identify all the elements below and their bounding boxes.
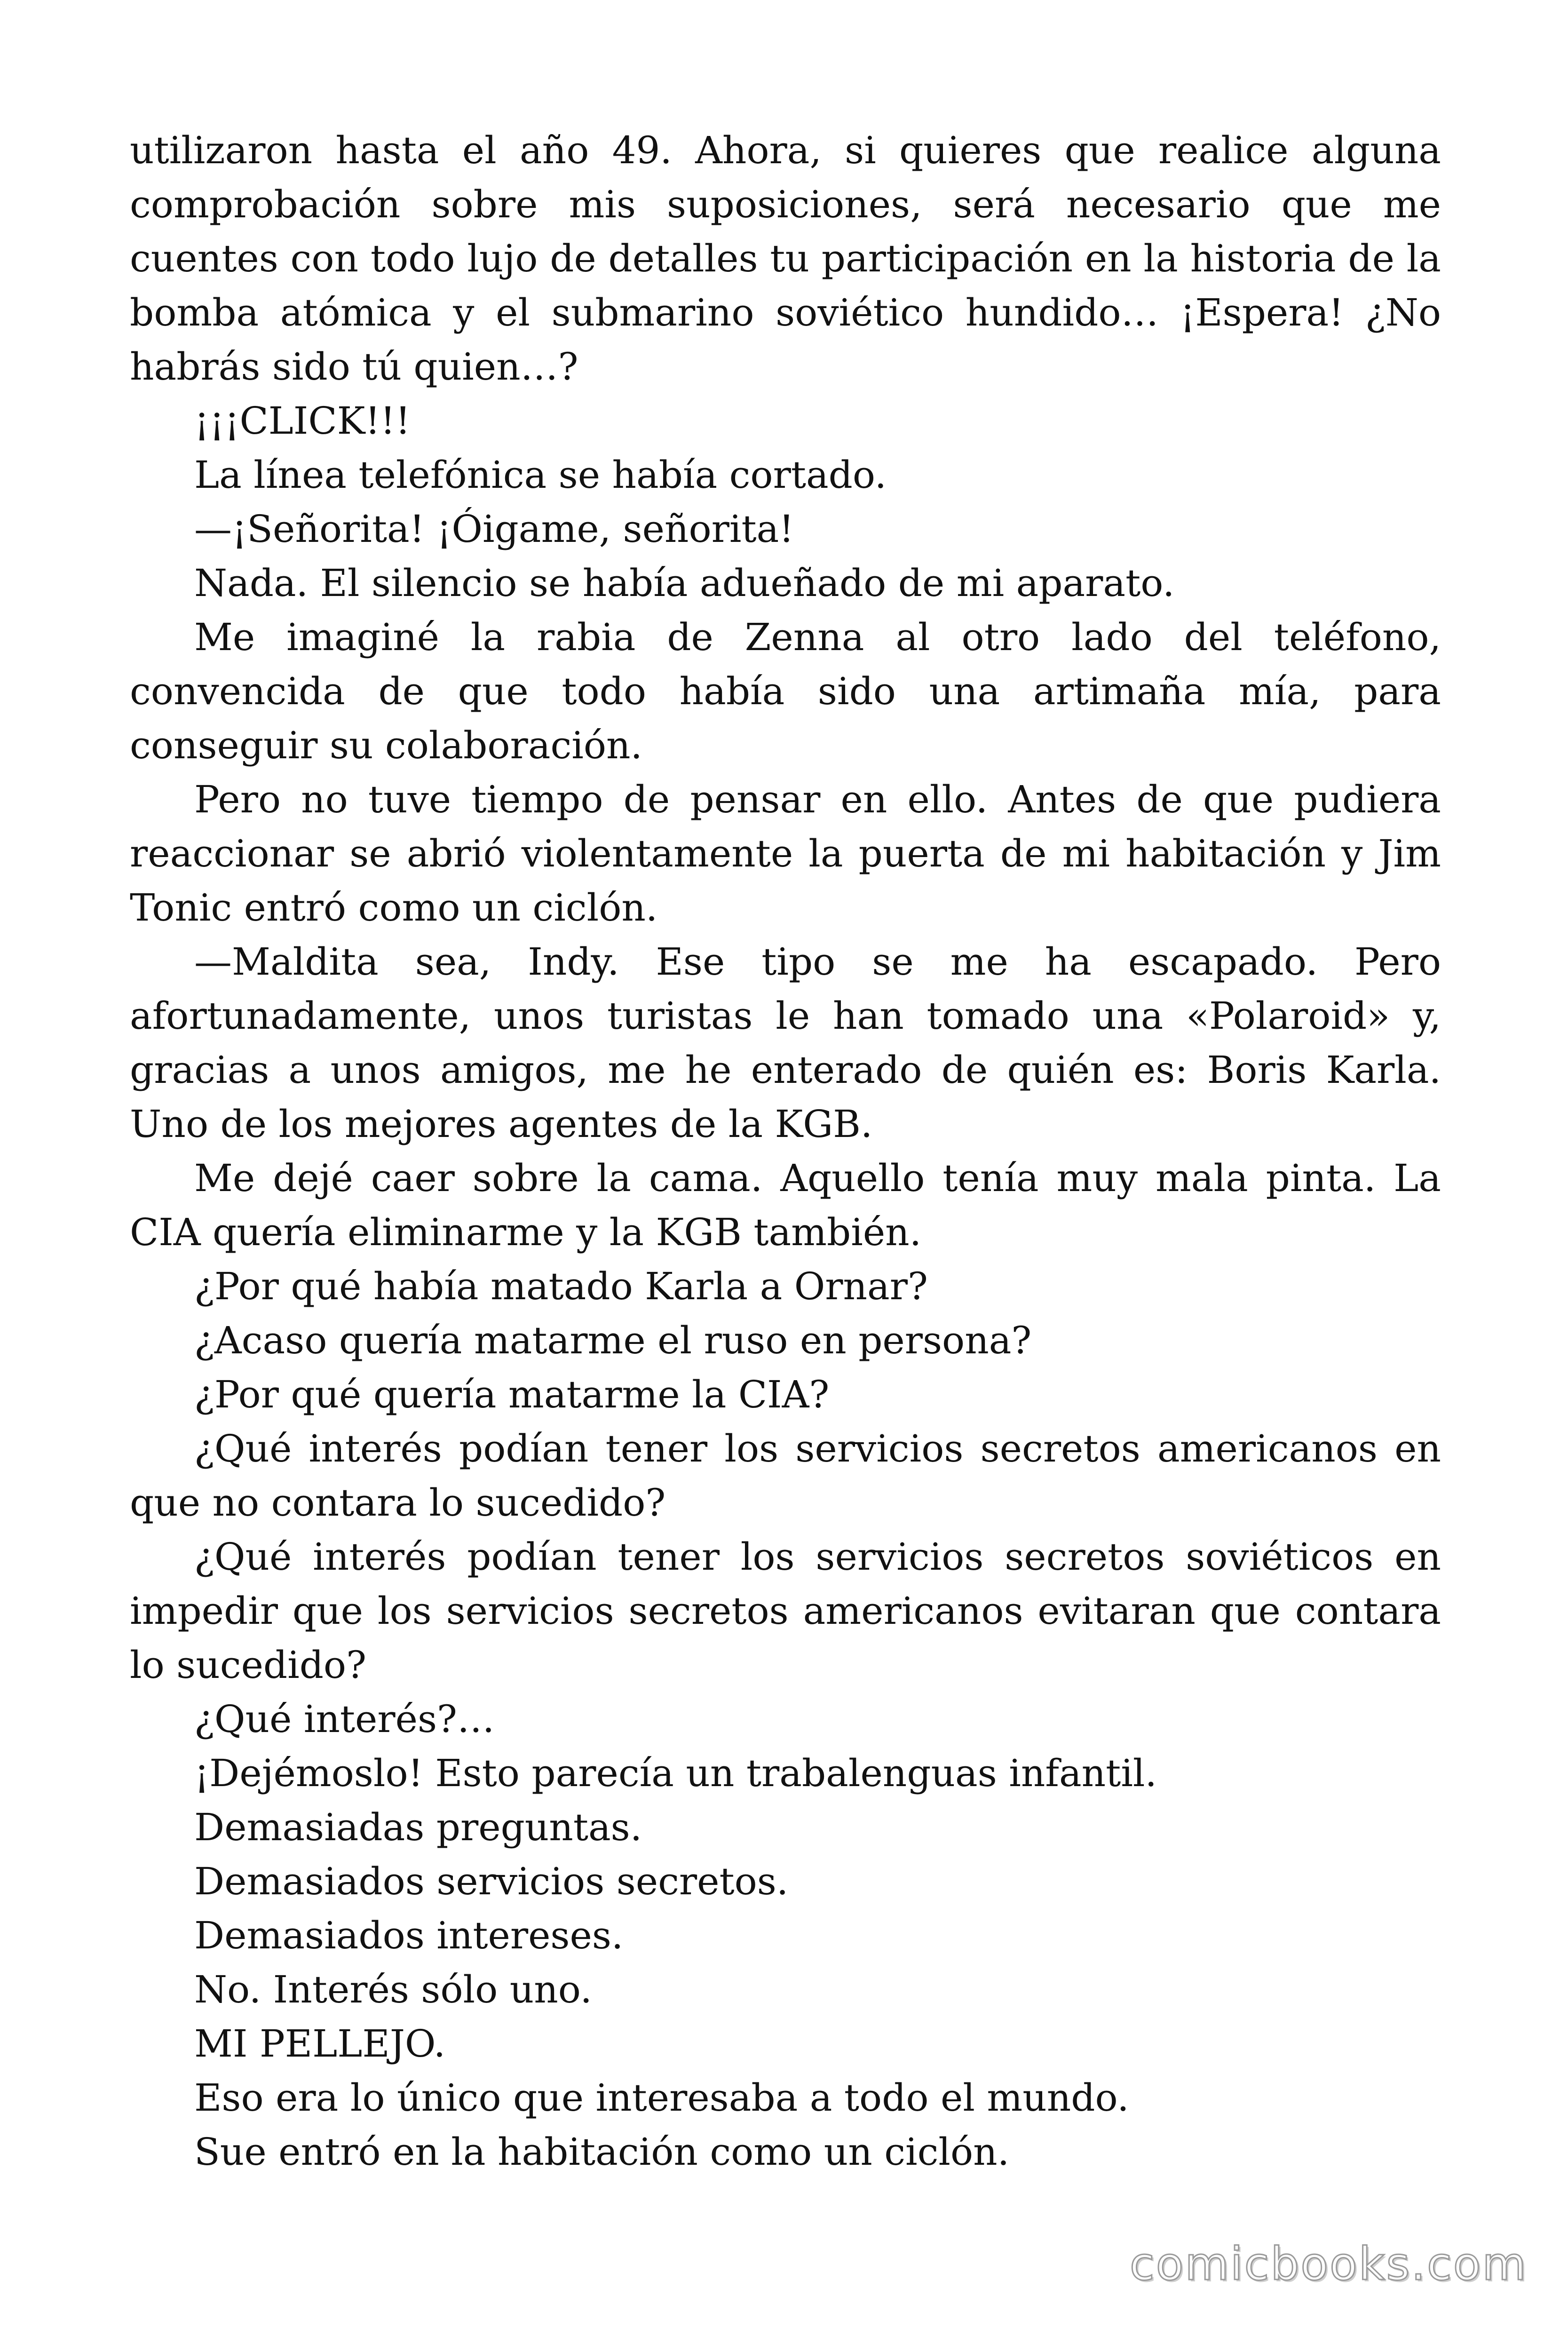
paragraph-question: ¿Qué interés podían tener los servicios secretos americanos en que no contara lo sucedido?	[130, 1427, 1441, 1525]
paragraph: Demasiados intereses.	[194, 1914, 624, 1957]
paragraph-question: ¿Qué interés?…	[194, 1697, 495, 1741]
paragraph-dialogue: —Maldita sea, Indy. Ese tipo se me ha escapado. Pero afortunadamente, unos turistas le han tomado una «Polaroid» y, gracias a unos amigos, me he enterado de quién es: Boris Karla. Uno de los mejores agentes de la KGB.	[130, 940, 1441, 1146]
paragraph: La línea telefónica se había cortado.	[194, 453, 887, 497]
paragraph-dialogue: —¡Señorita! ¡Óigame, señorita!	[194, 507, 794, 551]
paragraph-question: ¿Por qué había matado Karla a Ornar?	[194, 1264, 928, 1308]
paragraph: Me dejé caer sobre la cama. Aquello tenía muy mala pinta. La CIA quería eliminarme y la KGB también.	[130, 1156, 1441, 1254]
watermark-logo: comicbooks.com	[1129, 2238, 1528, 2290]
paragraph: Demasiadas preguntas.	[194, 1805, 642, 1849]
paragraph: No. Interés sólo uno.	[194, 1968, 592, 2011]
paragraph-question: ¿Acaso quería matarme el ruso en persona?	[194, 1319, 1032, 1362]
paragraph: MI PELLEJO.	[194, 2022, 446, 2066]
paragraph: Demasiados servicios secretos.	[194, 1859, 789, 1903]
paragraph: Eso era lo único que interesaba a todo el mundo.	[194, 2076, 1129, 2120]
paragraph: Me imaginé la rabia de Zenna al otro lado del teléfono, convencida de que todo había sido una artimaña mía, para conseguir su colaboración.	[130, 615, 1441, 767]
paragraph: Nada. El silencio se había adueñado de mi aparato.	[194, 561, 1175, 605]
paragraph-question: ¿Por qué quería matarme la CIA?	[194, 1373, 830, 1416]
body-text	[130, 123, 1441, 2179]
paragraph-question: ¿Qué interés podían tener los servicios secretos soviéticos en impedir que los servicios secretos americanos evitaran que contara lo sucedido?	[130, 1535, 1441, 1687]
paragraph: Pero no tuve tiempo de pensar en ello. Antes de que pudiera reaccionar se abrió violentamente la puerta de mi habitación y Jim Tonic entró como un ciclón.	[130, 778, 1441, 930]
paragraph-click: ¡¡¡CLICK!!!	[194, 399, 411, 443]
paragraph: Sue entró en la habitación como un ciclón.	[194, 2130, 1010, 2174]
paragraph: ¡Dejémoslo! Esto parecía un trabalenguas infantil.	[194, 1751, 1157, 1795]
paragraph-continuation: utilizaron hasta el año 49. Ahora, si quieres que realice alguna comprobación sobre mis suposiciones, será necesario que me cuentes con todo lujo de detalles tu participación en la historia de la bomba atómica y el submarino soviético hundido… ¡Espera! ¿No habrás sido tú quien…?	[130, 128, 1441, 389]
